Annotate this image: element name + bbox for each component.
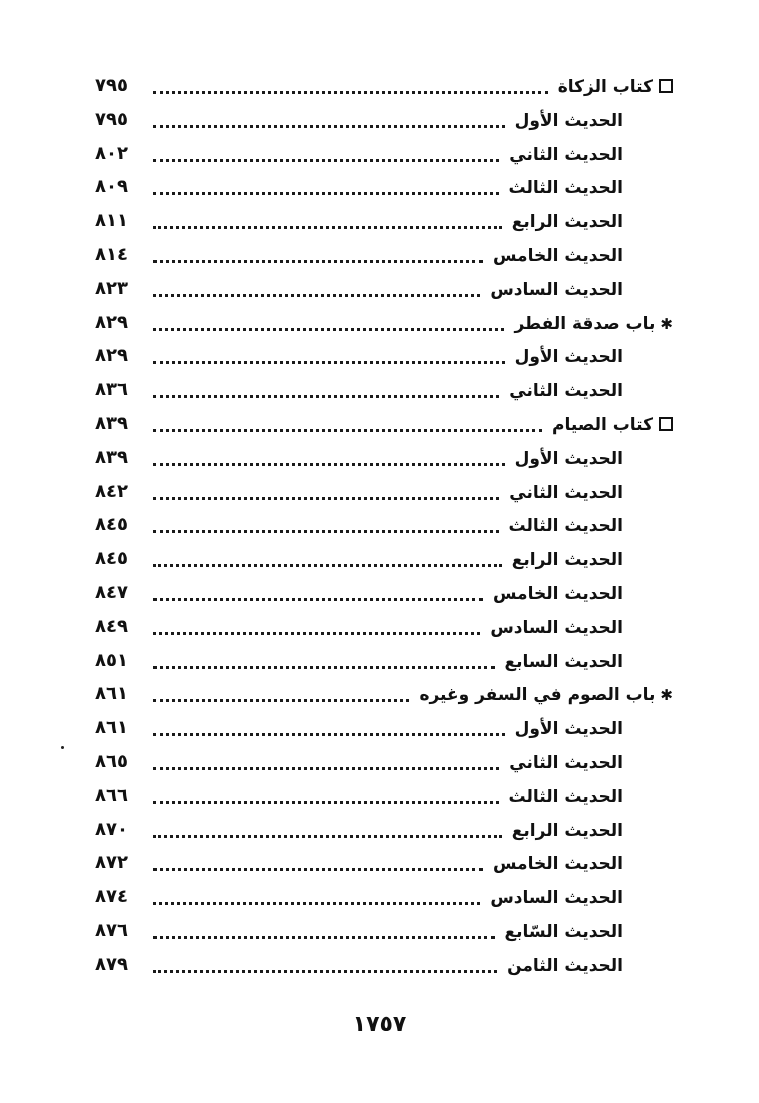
toc-title-text: الحديث الأول xyxy=(514,347,623,368)
toc-page-number: ٨٤٥ xyxy=(95,548,128,570)
toc-title-text: الحديث الرابع xyxy=(511,212,623,233)
toc-page-number: ٨٣٩ xyxy=(95,446,128,468)
toc-title-text: الحديث الثاني xyxy=(509,144,623,165)
square-bullet-icon xyxy=(659,79,673,93)
toc-entry-title xyxy=(490,883,623,913)
toc-title-text: باب صدقة الفطر xyxy=(514,313,656,334)
toc-entry xyxy=(95,342,675,376)
toc-page-number: ٨٢٩ xyxy=(95,345,128,367)
toc-page-number: ٨١٤ xyxy=(95,243,128,265)
toc-entry xyxy=(95,782,675,816)
toc-heading-title xyxy=(419,680,673,710)
dot-leader xyxy=(153,328,504,331)
toc-entry-title xyxy=(509,782,624,812)
toc-page-number: ٨٧٤ xyxy=(95,886,128,908)
toc-section-heading xyxy=(95,309,675,343)
toc-entry-title xyxy=(515,342,623,372)
dot-leader xyxy=(153,598,483,601)
toc-entry xyxy=(95,376,675,410)
toc-entry xyxy=(95,579,675,613)
dot-leader xyxy=(153,125,505,128)
dot-leader xyxy=(153,530,499,533)
toc-title-text: الحديث الخامس xyxy=(493,583,623,604)
toc-entry xyxy=(95,917,675,951)
toc-entry xyxy=(95,647,675,681)
toc-title-text: الحديث الثالث xyxy=(508,178,623,199)
toc-entry-title xyxy=(512,207,623,237)
toc-title-text: الحديث السّابع xyxy=(504,921,623,942)
toc-page-number: ٨٧٩ xyxy=(95,953,128,975)
toc-page-number: ٨٤٩ xyxy=(95,615,128,637)
toc-title-text: الحديث السادس xyxy=(490,279,623,300)
toc-page-number: ٨٠٢ xyxy=(95,142,128,164)
toc-entry xyxy=(95,951,675,985)
dot-leader xyxy=(153,868,483,871)
page-number-footer: ١٧٥٧ xyxy=(352,1012,407,1037)
toc-heading-title xyxy=(558,72,673,102)
toc-section-heading xyxy=(95,72,675,106)
toc-page-number: ٧٩٥ xyxy=(95,108,128,130)
dot-leader xyxy=(153,159,499,162)
toc-entry-title xyxy=(490,275,623,305)
toc-entry-title xyxy=(512,545,623,575)
toc-page-number: ٨٠٩ xyxy=(95,176,128,198)
toc-title-text: الحديث الثاني xyxy=(509,381,623,402)
toc-entry xyxy=(95,816,675,850)
dot-leader xyxy=(153,226,502,229)
toc-entry-title xyxy=(505,647,623,677)
toc-entry xyxy=(95,241,675,275)
toc-title-text: الحديث الأول xyxy=(514,110,623,131)
dot-leader xyxy=(153,767,499,770)
toc-title-text: كتاب الزكاة xyxy=(557,77,653,97)
toc-title-text: الحديث الثالث xyxy=(508,516,623,537)
toc-page-number: ٨٧٠ xyxy=(95,818,128,840)
dot-leader xyxy=(153,835,502,838)
dot-leader xyxy=(153,632,480,635)
toc-entry-title xyxy=(509,478,623,508)
toc-entry xyxy=(95,613,675,647)
dot-leader xyxy=(153,666,495,669)
toc-entry-title xyxy=(515,714,623,744)
asterisk-bullet-icon: ✱ xyxy=(660,686,673,705)
toc-page-number: ٨٣٦ xyxy=(95,379,128,401)
dot-leader xyxy=(153,429,542,432)
toc-page-number: ٨٤٢ xyxy=(95,480,128,502)
toc-section-heading xyxy=(95,410,675,444)
toc-title-text: الحديث الرابع xyxy=(511,550,623,571)
toc-entry-title xyxy=(505,917,623,947)
toc-entry-title xyxy=(509,511,624,541)
toc-title-text: باب الصوم في السفر وغيره xyxy=(419,685,656,706)
toc-entry xyxy=(95,106,675,140)
toc-entry xyxy=(95,545,675,579)
toc-entry-title xyxy=(507,951,623,981)
toc-entry-title xyxy=(490,613,623,643)
toc-page-number: ٨٦١ xyxy=(95,717,128,739)
toc-heading-title xyxy=(514,309,673,339)
toc-entry-title xyxy=(512,816,623,846)
toc-entry xyxy=(95,444,675,478)
toc-entry-title xyxy=(493,849,623,879)
dot-leader xyxy=(153,801,499,804)
toc-page-number: ٨٥١ xyxy=(95,649,128,671)
toc-title-text: الحديث الرابع xyxy=(511,820,623,841)
toc-entry xyxy=(95,849,675,883)
dot-leader xyxy=(153,91,548,94)
toc-title-text: الحديث الأول xyxy=(514,719,623,740)
dot-leader xyxy=(153,294,480,297)
toc-entry xyxy=(95,478,675,512)
toc-title-text: الحديث الخامس xyxy=(493,245,623,266)
toc-entry-title xyxy=(509,748,623,778)
toc-entry xyxy=(95,511,675,545)
toc-title-text: الحديث السادس xyxy=(490,617,623,638)
toc-page-number: ٨٦٦ xyxy=(95,784,128,806)
toc-entry xyxy=(95,883,675,917)
toc-page-number: ٨٦٥ xyxy=(95,750,128,772)
toc-heading-title xyxy=(552,410,673,440)
dot-leader xyxy=(153,970,497,973)
toc-entry-title xyxy=(515,444,623,474)
toc-title-text: كتاب الصيام xyxy=(552,414,653,435)
dot-leader xyxy=(153,361,505,364)
toc-entry-title xyxy=(493,579,623,609)
toc-title-text: الحديث السادس xyxy=(490,888,623,909)
toc-page-number: ٨٧٦ xyxy=(95,919,128,941)
toc-entry xyxy=(95,748,675,782)
toc-entry-title xyxy=(493,241,623,271)
toc-entry-title xyxy=(509,140,623,170)
toc-entry xyxy=(95,207,675,241)
dot-leader xyxy=(153,497,499,500)
toc-page-number: ٨٢٣ xyxy=(95,277,128,299)
toc-title-text: الحديث الثامن xyxy=(507,955,623,976)
toc-page-number: ٨٧٢ xyxy=(95,852,128,874)
dot-leader xyxy=(153,463,505,466)
toc-title-text: الحديث الخامس xyxy=(493,854,623,875)
asterisk-bullet-icon: ✱ xyxy=(660,314,673,333)
dot-leader xyxy=(153,192,499,195)
toc-entry-title xyxy=(509,376,623,406)
dot-leader xyxy=(153,902,480,905)
toc-title-text: الحديث الثاني xyxy=(509,752,623,773)
scan-speck xyxy=(61,746,64,749)
toc-entry-title xyxy=(509,173,624,203)
toc-page-number: ٨٣٩ xyxy=(95,412,128,434)
dot-leader xyxy=(153,699,409,702)
toc-title-text: الحديث الثاني xyxy=(509,482,623,503)
toc-entry xyxy=(95,714,675,748)
dot-leader xyxy=(153,260,483,263)
toc-page-number: ٨٤٧ xyxy=(95,581,128,603)
toc-page-number: ٨٤٥ xyxy=(95,514,128,536)
toc-entry xyxy=(95,173,675,207)
toc-title-text: الحديث السابع xyxy=(504,651,623,672)
toc-section-heading xyxy=(95,680,675,714)
dot-leader xyxy=(153,936,495,939)
table-of-contents xyxy=(95,72,675,985)
toc-page-number: ٨٢٩ xyxy=(95,311,128,333)
toc-entry xyxy=(95,275,675,309)
dot-leader xyxy=(153,395,499,398)
dot-leader xyxy=(153,564,502,567)
toc-page-number: ٨٦١ xyxy=(95,683,128,705)
toc-title-text: الحديث الثالث xyxy=(508,786,623,807)
toc-title-text: الحديث الأول xyxy=(514,448,623,469)
dot-leader xyxy=(153,733,505,736)
toc-entry-title xyxy=(515,106,623,136)
toc-page-number: ٧٩٥ xyxy=(95,75,128,96)
toc-page-number: ٨١١ xyxy=(95,210,128,232)
square-bullet-icon xyxy=(659,417,673,431)
toc-entry xyxy=(95,140,675,174)
